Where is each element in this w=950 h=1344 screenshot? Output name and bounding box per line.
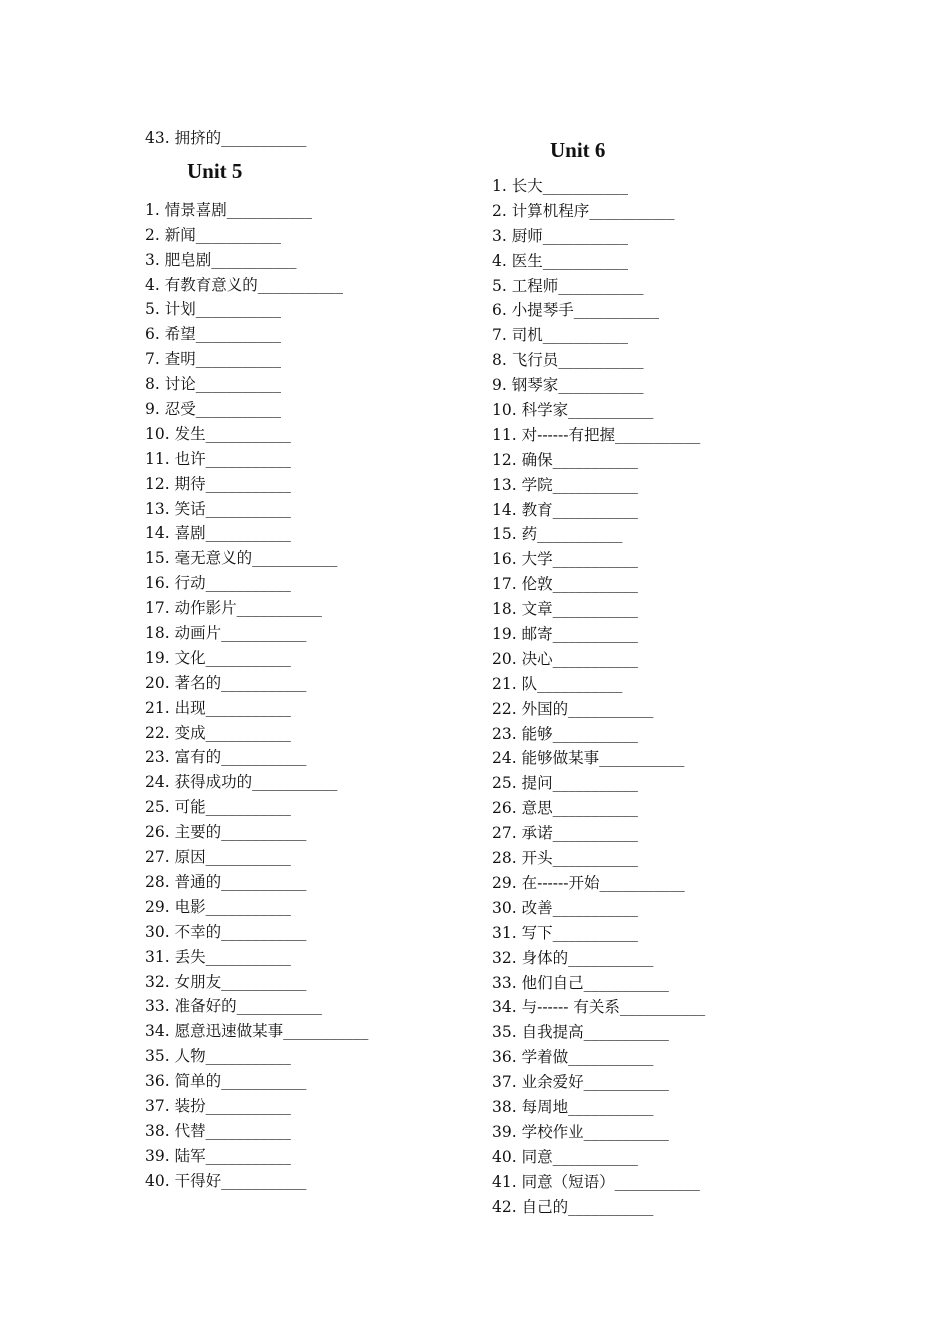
- vocab-item: 18. 文章___________: [492, 600, 638, 619]
- vocab-item: 28. 开头___________: [492, 849, 638, 868]
- vocab-item: 9. 钢琴家___________: [492, 376, 644, 395]
- vocab-item: 12. 期待___________: [145, 474, 291, 493]
- vocab-item: 39. 学校作业___________: [492, 1122, 669, 1141]
- vocab-item: 22. 外国的___________: [492, 699, 654, 718]
- vocab-item: 11. 对------有把握___________: [492, 425, 701, 444]
- vocab-item: 12. 确保___________: [492, 450, 638, 469]
- vocab-item: 34. 与------ 有关系___________: [492, 998, 706, 1017]
- vocab-item: 37. 装扮___________: [145, 1096, 291, 1115]
- vocab-item: 14. 喜剧___________: [145, 524, 291, 543]
- vocab-item: 36. 学着做___________: [492, 1048, 654, 1067]
- vocab-item: 36. 简单的___________: [145, 1072, 307, 1091]
- vocab-item: 32. 女朋友___________: [145, 972, 307, 991]
- vocab-item: 2. 新闻___________: [145, 225, 281, 244]
- vocab-item: 31. 写下___________: [492, 923, 638, 942]
- vocab-item: 23. 能够___________: [492, 724, 638, 743]
- vocab-item: 33. 他们自己___________: [492, 973, 669, 992]
- vocab-item: 30. 不幸的___________: [145, 922, 307, 941]
- vocab-item: 7. 查明___________: [145, 350, 281, 369]
- vocab-item: 35. 自我提高___________: [492, 1023, 669, 1042]
- vocab-item: 40. 干得好___________: [145, 1171, 307, 1190]
- vocab-item: 39. 陆军___________: [145, 1146, 291, 1165]
- vocab-item: 5. 工程师___________: [492, 276, 644, 295]
- unit6-vocab-list: [492, 174, 822, 1219]
- vocab-item: 17. 伦敦___________: [492, 575, 638, 594]
- vocab-item: 27. 原因___________: [145, 848, 291, 867]
- vocab-item: 10. 科学家___________: [492, 401, 654, 420]
- vocab-item: 4. 有教育意义的___________: [145, 275, 343, 294]
- vocab-item: 29. 在------开始___________: [492, 873, 685, 892]
- vocab-item: 42. 自己的___________: [492, 1197, 654, 1216]
- unit5-vocab-list: [145, 198, 485, 1194]
- vocab-item: 37. 业余爱好___________: [492, 1073, 669, 1092]
- vocab-item: 11. 也许___________: [145, 449, 291, 468]
- vocab-item: 31. 丢失___________: [145, 947, 291, 966]
- vocab-item: 33. 准备好的___________: [145, 997, 322, 1016]
- vocab-item: 7. 司机___________: [492, 326, 628, 345]
- vocab-item: 26. 主要的___________: [145, 823, 307, 842]
- vocab-item: 34. 愿意迅速做某事___________: [145, 1022, 369, 1041]
- vocab-item: 8. 讨论___________: [145, 375, 281, 394]
- vocab-item: 38. 每周地___________: [492, 1097, 654, 1116]
- vocab-item: 29. 电影___________: [145, 897, 291, 916]
- vocab-item: 40. 同意___________: [492, 1147, 638, 1166]
- vocab-item: 41. 同意（短语）___________: [492, 1172, 700, 1191]
- vocab-item: 19. 邮寄___________: [492, 625, 638, 644]
- vocab-item: 6. 小提琴手___________: [492, 301, 659, 320]
- vocab-item: 16. 行动___________: [145, 574, 291, 593]
- vocab-item: 9. 忍受___________: [145, 400, 281, 419]
- vocab-item: 24. 能够做某事___________: [492, 749, 685, 768]
- vocab-item: 13. 笑话___________: [145, 499, 291, 518]
- vocab-item: 16. 大学___________: [492, 550, 638, 569]
- vocab-item: 2. 计算机程序___________: [492, 201, 675, 220]
- unit6-heading: Unit 6: [550, 138, 606, 162]
- vocab-item: 3. 肥皂剧___________: [145, 250, 297, 269]
- vocab-item: 20. 决心___________: [492, 649, 638, 668]
- vocab-item: 15. 药___________: [492, 525, 623, 544]
- vocab-item: 6. 希望___________: [145, 325, 281, 344]
- vocab-item: 35. 人物___________: [145, 1047, 291, 1066]
- unit5-heading: Unit 5: [187, 158, 243, 183]
- vocab-item: 1. 长大___________: [492, 177, 628, 195]
- vocab-item: 22. 变成___________: [145, 723, 291, 742]
- vocab-item: 4. 医生___________: [492, 251, 628, 270]
- unit5-column: [145, 126, 485, 1194]
- vocab-item: 18. 动画片___________: [145, 624, 307, 643]
- vocab-item: 27. 承诺___________: [492, 824, 638, 843]
- vocab-item: 21. 队___________: [492, 674, 623, 693]
- vocab-item: 14. 教育___________: [492, 500, 638, 519]
- vocab-item: 28. 普通的___________: [145, 872, 307, 891]
- vocab-item: 25. 提问___________: [492, 774, 638, 793]
- vocab-item: 32. 身体的___________: [492, 948, 654, 967]
- vocab-item: 20. 著名的___________: [145, 673, 307, 692]
- vocab-item: 25. 可能___________: [145, 798, 291, 817]
- vocab-item: 30. 改善___________: [492, 898, 638, 917]
- vocab-item: 10. 发生___________: [145, 424, 291, 443]
- vocab-item: 1. 情景喜剧___________: [145, 200, 312, 219]
- unit6-column: [492, 136, 822, 1219]
- vocab-item: 5. 计划___________: [145, 300, 281, 319]
- vocab-item: 17. 动作影片___________: [145, 599, 322, 618]
- vocab-item: 3. 厨师___________: [492, 226, 628, 245]
- vocab-item: 38. 代替___________: [145, 1121, 291, 1140]
- vocab-item: 13. 学院___________: [492, 475, 638, 494]
- vocab-item: 21. 出现___________: [145, 698, 291, 717]
- vocab-item: 15. 毫无意义的___________: [145, 549, 338, 568]
- vocab-item: 23. 富有的___________: [145, 748, 307, 767]
- vocab-item: 26. 意思___________: [492, 799, 638, 818]
- vocab-item: 8. 飞行员___________: [492, 351, 644, 370]
- vocab-item: 19. 文化___________: [145, 648, 291, 667]
- carryover-item: 43. 拥挤的___________: [145, 129, 307, 147]
- vocab-item: 24. 获得成功的___________: [145, 773, 338, 792]
